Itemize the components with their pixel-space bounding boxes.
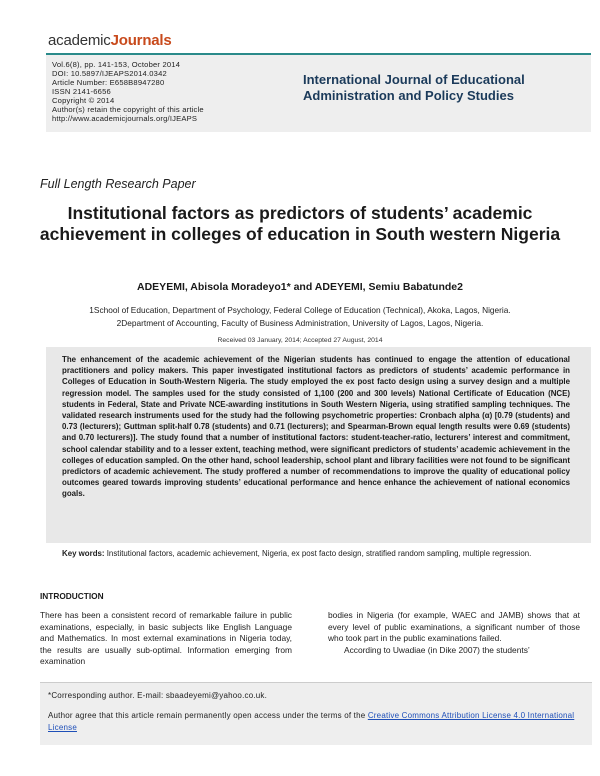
abstract-box [46, 347, 591, 543]
license-text: Author agree that this article remain permanently open access under the terms of the [48, 711, 368, 720]
logo-journals: Journals [110, 32, 172, 49]
keywords-text: Institutional factors, academic achievement, Nigeria, ex post facto design, stratified random sampling, multiple regression. [104, 549, 532, 558]
meta-article-number: Article Number: E658B8947280 [52, 78, 165, 87]
keywords [62, 548, 572, 559]
authors-text: ADEYEMI, Abisola Moradeyo1* and ADEYEMI, Semiu Babatunde2 [137, 281, 463, 293]
footer-box [40, 682, 592, 745]
meta-url[interactable]: http://www.academicjournals.org/IJEAPS [52, 114, 198, 123]
paper-title: Institutional factors as predictors of students’ academic achievement in colleges of education in South western Nigeria [39, 203, 561, 244]
journal-title: International Journal of Educational Administration and Policy Studies [303, 72, 525, 103]
corresponding-author: *Corresponding author. E-mail: sbaadeyemi@yahoo.co.uk. [48, 691, 268, 700]
affiliation-1: 1School of Education, Department of Psychology, Federal College of Education (Technical), Akoka, Lagos, Nigeria. [89, 305, 511, 315]
article-meta-box [46, 53, 591, 132]
meta-volume: Vol.6(8), pp. 141-153, October 2014 [52, 60, 181, 69]
paper-type: Full Length Research Paper [40, 177, 196, 191]
body-left-column: There has been a consistent record of remarkable failure in public examinations, especially, in basic subjects like English Language and Mathematics. In most external examinations in Nigeria today, the results are usually sub-optimal. Information emerging from examination [40, 610, 292, 666]
affiliation-2: 2Department of Accounting, Faculty of Business Administration, University of Lagos, Lagos, Nigeria. [116, 318, 484, 328]
meta-doi: DOI: 10.5897/IJEAPS2014.0342 [52, 69, 167, 78]
license-link[interactable]: Creative Commons Attribution License 4.0 International License [48, 711, 575, 732]
right-paragraph-1: bodies in Nigeria (for example, WAEC and JAMB) shows that at every level of public examinations, a significant number of those who took part in the public examinations failed. [328, 610, 580, 643]
meta-rights: Author(s) retain the copyright of this article [52, 105, 204, 114]
paper-authors [30, 281, 570, 293]
keywords-label: Key words: [62, 549, 105, 558]
logo-academic: academic [48, 32, 111, 49]
received-dates: Received 03 January, 2014; Accepted 27 August, 2014 [217, 337, 383, 344]
abstract-text: The enhancement of the academic achievement of the Nigerian students has continued to engage the attention of educational practitioners and policy makers. This paper investigated institutional factors as predictors of students’ academic performance in Colleges of Education in South-Western Nigeria. The study employed the ex post facto design using a survey design and a multiple regression model. The samples used for the study consisted of 1,100 (200 and 300 levels) National Certificate of Education (NCE) students in Federal, State and Private NCE-awarding institutions in South Western Nigeria, using stratified sampling techniques. The validated research instruments used for the study had the following psychometric properties: Cronbach alpha (α) [0.79 (students) and 0.73 (lecturers); Guttman split-half 0.78 (students) and 0.71 (lecturers); and Spearman-Brown equal length results were 0.69 (students) and 0.70 lecturers)]. The study found that a number of institutional factors: student-teacher-ratio, lecturers’ interest and commitment, school calendar stability and to a lesser extent, teaching method, were significant predictors of students’ academic achievement in the colleges of education sampled. On the other hand, school leadership, school plant and library facilities were not found to be significant predictors of academic achievement. The study proffered a number of recommendations to improve the quality of educational policy outcomes geared towards improving students’ educational performance and hence enhance the achievement of national economics goals. [62, 355, 570, 499]
meta-copyright: Copyright © 2014 [52, 96, 115, 105]
meta-issn: ISSN 2141-6656 [52, 87, 111, 96]
section-heading-introduction: INTRODUCTION [40, 591, 104, 601]
body-right-column [328, 610, 580, 656]
journal-logo [48, 32, 172, 49]
license-statement [48, 710, 578, 734]
right-paragraph-2: According to Uwadiae (in Dike 2007) the students’ [344, 644, 530, 655]
